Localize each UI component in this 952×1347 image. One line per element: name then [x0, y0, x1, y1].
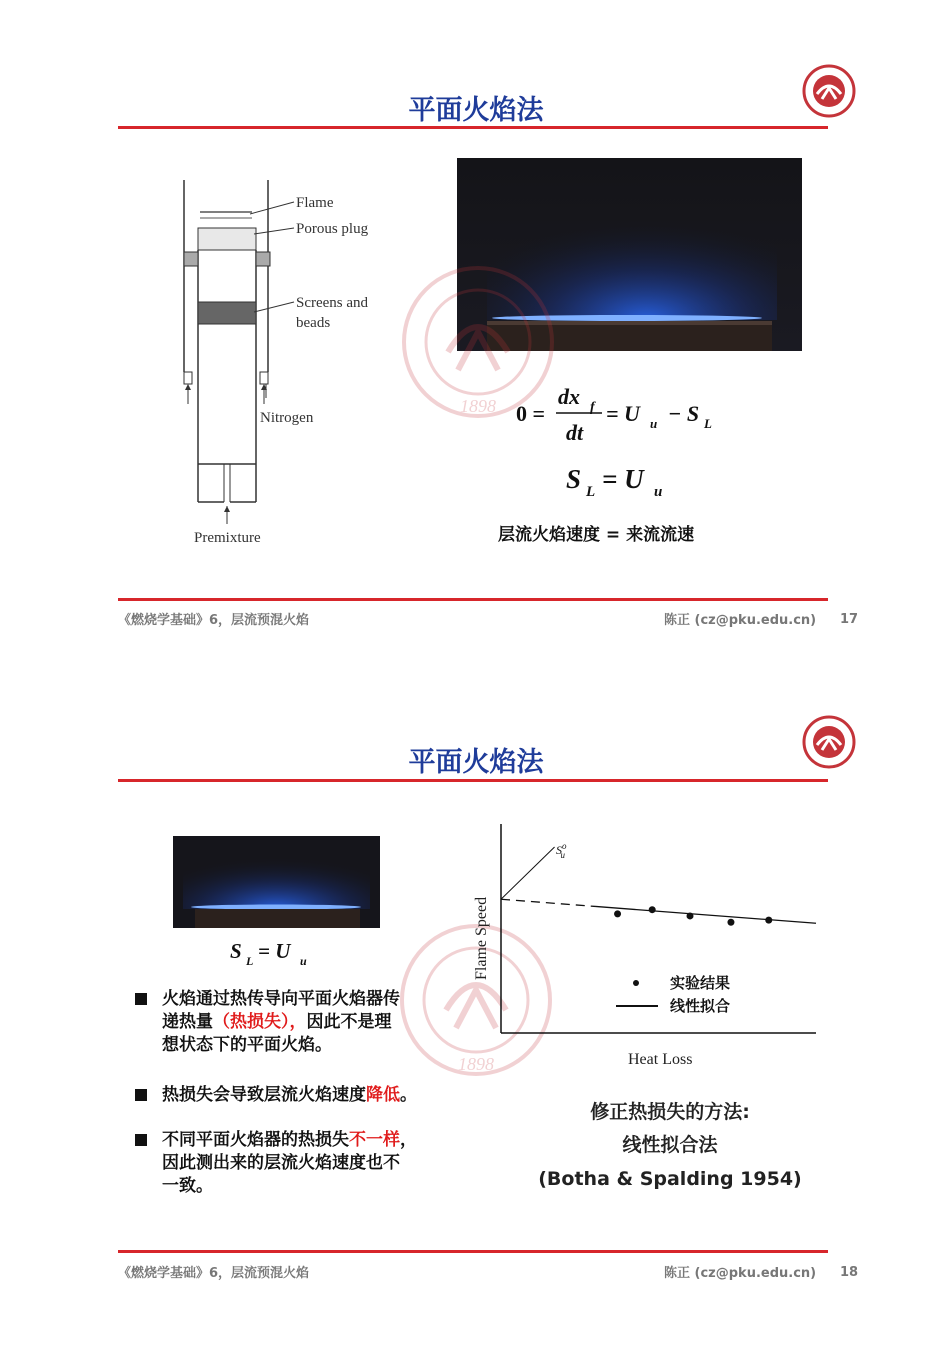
bullet-speed-reduced — [135, 1084, 495, 1108]
su0-extrapolation — [501, 847, 555, 899]
flat-flame-photo-small — [173, 836, 380, 928]
svg-text:0 =: 0 = — [516, 401, 546, 426]
pku-logo-2 — [802, 715, 856, 769]
bullet-marker — [135, 993, 147, 1005]
data-point-3 — [687, 912, 694, 919]
bullet1-line1: 火焰通过热传导向平面火焰器传 — [162, 989, 400, 1009]
slide2-title-rule — [118, 779, 828, 782]
flame-burner-diagram — [170, 172, 410, 552]
legend-dot — [633, 980, 639, 986]
svg-text:S: S — [566, 464, 582, 494]
svg-text:L: L — [246, 954, 254, 968]
slide1-title: 平面火焰法 — [408, 95, 544, 126]
equation-conservation — [510, 378, 740, 450]
su0-annotation: $S^o$ u — [556, 841, 567, 860]
svg-text:u: u — [654, 484, 663, 500]
bullet-inconsistent — [135, 1129, 495, 1201]
data-point-4 — [727, 919, 734, 926]
bullet2-line1: 热损失会导致层流火焰速度降低。 — [162, 1085, 417, 1105]
slide1-footer-author: 陈正 (cz@pku.edu.cn) — [664, 613, 817, 628]
equation-sl-uu — [560, 458, 690, 503]
bullet3-line1: 不同平面火焰器的热损失不一样， — [162, 1130, 417, 1150]
y-axis-label: Flame Speed — [473, 896, 490, 980]
method-name: 线性拟合法 — [622, 1134, 718, 1156]
svg-text:= U: = U — [258, 939, 291, 963]
data-point-2 — [649, 906, 656, 913]
data-point-5 — [765, 917, 772, 924]
bullet3-line3: 一致。 — [162, 1176, 213, 1196]
x-axis-label: Heat Loss — [628, 1051, 693, 1068]
slide2-footer-course: 《燃烧学基础》6，层流预混火焰 — [118, 1266, 310, 1281]
heat-loss-chart — [464, 820, 820, 1080]
svg-text:u: u — [650, 416, 658, 431]
data-point-1 — [614, 910, 621, 917]
slide1-caption: 层流火焰速度 = 来流流速 — [498, 525, 695, 545]
bullet1-line2: 递热量（热损失），因此不是理 — [162, 1012, 392, 1032]
svg-text:L: L — [704, 416, 712, 431]
equation-sl-uu-2 — [226, 934, 336, 970]
svg-text:1898: 1898 — [460, 396, 496, 416]
bullet-marker — [135, 1089, 147, 1101]
label-screens: Screens and — [296, 295, 369, 311]
label-porous-plug: Porous plug — [296, 221, 369, 237]
fit-extrapolated-dashed — [501, 899, 596, 906]
svg-text:L: L — [586, 484, 596, 500]
method-reference: (Botha & Spalding 1954) — [538, 1168, 802, 1190]
label-beads: beads — [296, 315, 331, 331]
svg-text:1898: 1898 — [458, 1054, 494, 1074]
svg-text:= U: = U — [606, 401, 640, 426]
slide2-title: 平面火焰法 — [408, 747, 544, 778]
svg-text:− S: − S — [668, 401, 700, 426]
slide2-footer-author: 陈正 (cz@pku.edu.cn) — [664, 1266, 817, 1281]
slide2-page-number: 18 — [840, 1265, 859, 1280]
method-title: 修正热损失的方法: — [590, 1101, 750, 1123]
svg-text:S: S — [230, 939, 242, 963]
slide1-footer-rule — [118, 598, 828, 601]
bullet-heat-transfer — [135, 988, 475, 1060]
legend-experiment: 实验结果 — [670, 974, 731, 992]
legend-fit: 线性拟合 — [670, 997, 731, 1015]
bullet1-line3: 想状态下的平面火焰。 — [162, 1035, 332, 1055]
svg-text:f: f — [590, 400, 595, 415]
bullet-marker — [135, 1134, 147, 1146]
pku-logo — [802, 64, 856, 118]
slide2-footer-rule — [118, 1250, 828, 1253]
bullet3-line2: 因此测出来的层流火焰速度也不 — [162, 1153, 400, 1173]
fit-line — [596, 906, 817, 923]
label-nitrogen: Nitrogen — [260, 410, 314, 426]
slide1-title-rule — [118, 126, 828, 129]
slide1-page-number: 17 — [840, 612, 859, 627]
label-premixture: Premixture — [194, 530, 261, 546]
svg-text:= U: = U — [602, 464, 644, 494]
label-flame: Flame — [296, 195, 334, 211]
slide1-footer-course: 《燃烧学基础》6，层流预混火焰 — [118, 613, 310, 628]
svg-text:u: u — [300, 954, 307, 968]
svg-text:dt: dt — [566, 420, 584, 445]
svg-text:dx: dx — [558, 384, 580, 409]
